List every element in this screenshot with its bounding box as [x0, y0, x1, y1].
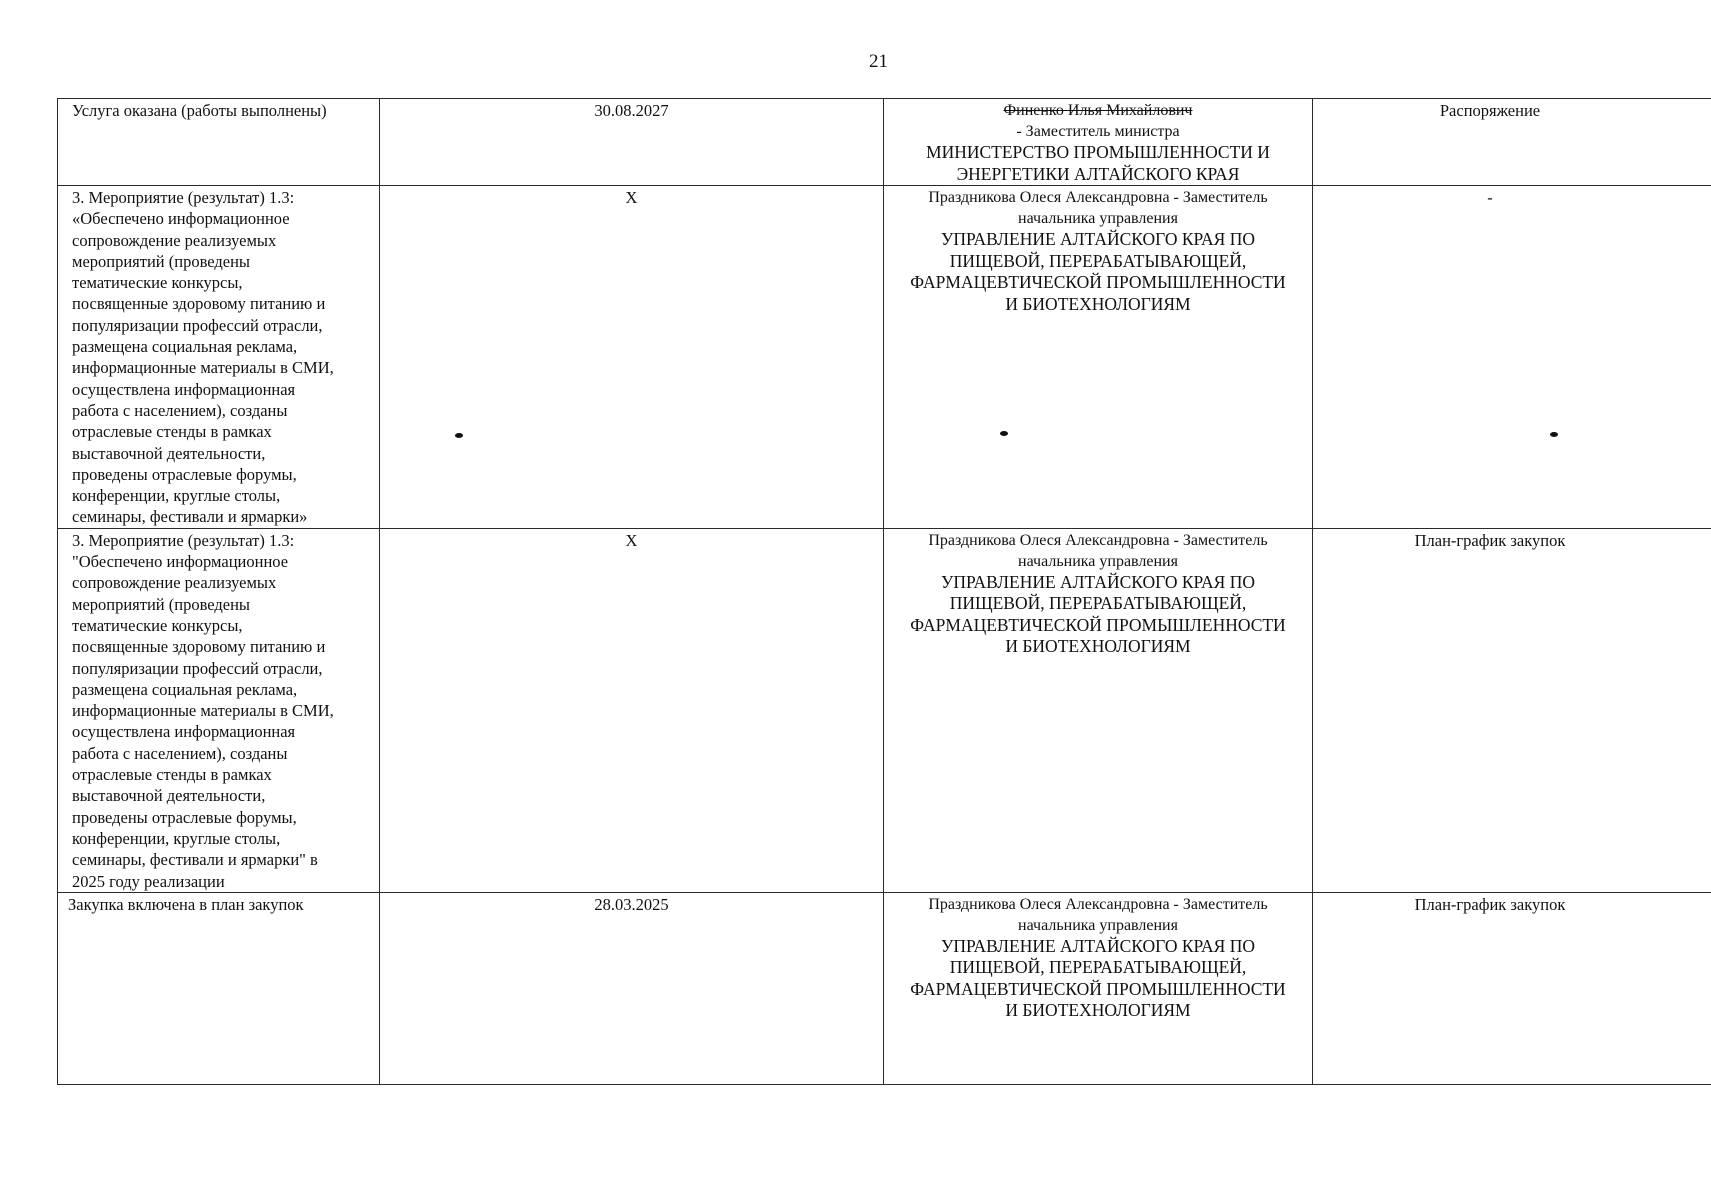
event-line: Закупка включена в план закупок [68, 894, 304, 914]
responsible-name: Финенко Илья Михайлович [1003, 102, 1193, 119]
responsible-position: начальника управления [1018, 210, 1178, 227]
event-line: мероприятий (проведены [72, 251, 251, 271]
event-line: посвященные здоровому питанию и [72, 294, 326, 314]
event-line: семинары, фестивали и ярмарки» [72, 507, 308, 527]
table-row [58, 186, 1711, 529]
table-row [58, 99, 1711, 186]
responsible-position: - Заместитель министра [1016, 123, 1180, 140]
event-line: сопровождение реализуемых [72, 230, 277, 250]
event-line: проведены отраслевые форумы, [72, 807, 297, 827]
document-cell [1313, 892, 1711, 1084]
date-cell [380, 528, 884, 892]
event-line: популяризации профессий отрасли, [72, 658, 323, 678]
event-line: посвященные здоровому питанию и [72, 637, 326, 657]
event-line: размещена социальная реклама, [72, 679, 298, 699]
date-cell [380, 892, 884, 1084]
responsible-name: Праздникова Олеся Александровна - Заместитель [928, 189, 1268, 206]
document-value: План-график закупок [1414, 530, 1566, 550]
event-cell [58, 892, 380, 1084]
document-value: Распоряжение [1439, 101, 1541, 120]
event-line: популяризации профессий отрасли, [72, 315, 323, 335]
event-line: тематические конкурсы, [72, 273, 243, 293]
responsible-org-line: ПИЩЕВОЙ, ПЕРЕРАБАТЫВАЮЩЕЙ, [949, 957, 1247, 978]
event-line: размещена социальная реклама, [72, 337, 298, 357]
event-line: осуществлена информационная [72, 722, 296, 742]
event-line: «Обеспечено информационное [72, 209, 290, 229]
responsible-position: начальника управления [1018, 552, 1178, 570]
event-line: конференции, круглые столы, [72, 828, 281, 848]
event-line: отраслевые стенды в рамках [72, 422, 272, 442]
responsible-cell [884, 186, 1313, 529]
responsible-position: начальника управления [1018, 916, 1178, 934]
document-cell [1313, 528, 1711, 892]
date-value: X [625, 530, 638, 550]
scan-mark [455, 433, 463, 438]
date-value: 28.03.2025 [594, 894, 669, 914]
event-line: семинары, фестивали и ярмарки" в [72, 850, 318, 870]
event-line: 3. Мероприятие (результат) 1.3: [72, 188, 295, 207]
scan-mark [1550, 432, 1558, 437]
event-line: "Обеспечено информационное [72, 552, 289, 572]
document-cell [1313, 186, 1711, 529]
event-line: проведены отраслевые форумы, [72, 464, 297, 484]
event-line: информационные материалы в СМИ, [72, 358, 334, 378]
event-line: работа с населением), созданы [72, 400, 288, 420]
scan-mark [1000, 431, 1008, 436]
document-value: - [1487, 188, 1493, 207]
responsible-org-line: МИНИСТЕРСТВО ПРОМЫШЛЕННОСТИ И [926, 142, 1270, 162]
responsible-cell [884, 99, 1313, 186]
event-line: Услуга оказана (работы выполнены) [72, 101, 327, 120]
event-line: мероприятий (проведены [72, 594, 251, 614]
responsible-org-line: ПИЩЕВОЙ, ПЕРЕРАБАТЫВАЮЩЕЙ, [949, 250, 1247, 271]
event-cell [58, 186, 380, 529]
responsible-org-line: ЭНЕРГЕТИКИ АЛТАЙСКОГО КРАЯ [956, 163, 1240, 184]
date-cell [380, 99, 884, 186]
event-line: 3. Мероприятие (результат) 1.3: [72, 530, 295, 550]
date-value: 30.08.2027 [594, 101, 669, 120]
table-row [58, 892, 1711, 1084]
responsible-org-line: И БИОТЕХНОЛОГИЯМ [1005, 636, 1191, 657]
document-cell [1313, 99, 1711, 186]
event-line: сопровождение реализуемых [72, 573, 277, 593]
event-line: отраслевые стенды в рамках [72, 765, 272, 785]
event-line: тематические конкурсы, [72, 615, 243, 635]
responsible-org-line: ФАРМАЦЕВТИЧЕСКОЙ ПРОМЫШЛЕННОСТИ [910, 614, 1286, 635]
table-row [58, 528, 1711, 892]
event-line: выставочной деятельности, [72, 443, 266, 463]
event-cell [58, 99, 380, 186]
responsible-name: Праздникова Олеся Александровна - Заместитель [928, 531, 1268, 549]
responsible-org-line: И БИОТЕХНОЛОГИЯМ [1005, 293, 1191, 314]
event-line: выставочной деятельности, [72, 786, 266, 806]
responsible-org-line: УПРАВЛЕНИЕ АЛТАЙСКОГО КРАЯ ПО [940, 571, 1256, 592]
event-line: осуществлена информационная [72, 379, 296, 399]
event-line: 2025 году реализации [72, 871, 225, 891]
event-line: информационные материалы в СМИ, [72, 701, 334, 721]
responsible-org-line: УПРАВЛЕНИЕ АЛТАЙСКОГО КРАЯ ПО [940, 229, 1256, 249]
responsible-org-line: УПРАВЛЕНИЕ АЛТАЙСКОГО КРАЯ ПО [940, 935, 1256, 956]
responsible-org-line: И БИОТЕХНОЛОГИЯМ [1005, 1000, 1191, 1021]
responsible-cell [884, 892, 1313, 1084]
event-cell [58, 528, 380, 892]
responsible-org-line: ФАРМАЦЕВТИЧЕСКОЙ ПРОМЫШЛЕННОСТИ [910, 978, 1286, 999]
page-number: 21 [869, 51, 888, 72]
date-value: X [625, 188, 638, 207]
event-line: конференции, круглые столы, [72, 486, 281, 506]
document-value: План-график закупок [1414, 894, 1566, 914]
plan-table [57, 98, 1711, 1085]
responsible-cell [884, 528, 1313, 892]
responsible-org-line: ФАРМАЦЕВТИЧЕСКОЙ ПРОМЫШЛЕННОСТИ [910, 272, 1286, 292]
responsible-name: Праздникова Олеся Александровна - Заместитель [928, 895, 1268, 913]
event-line: работа с населением), созданы [72, 743, 288, 763]
date-cell [380, 186, 884, 529]
responsible-org-line: ПИЩЕВОЙ, ПЕРЕРАБАТЫВАЮЩЕЙ, [949, 593, 1247, 614]
